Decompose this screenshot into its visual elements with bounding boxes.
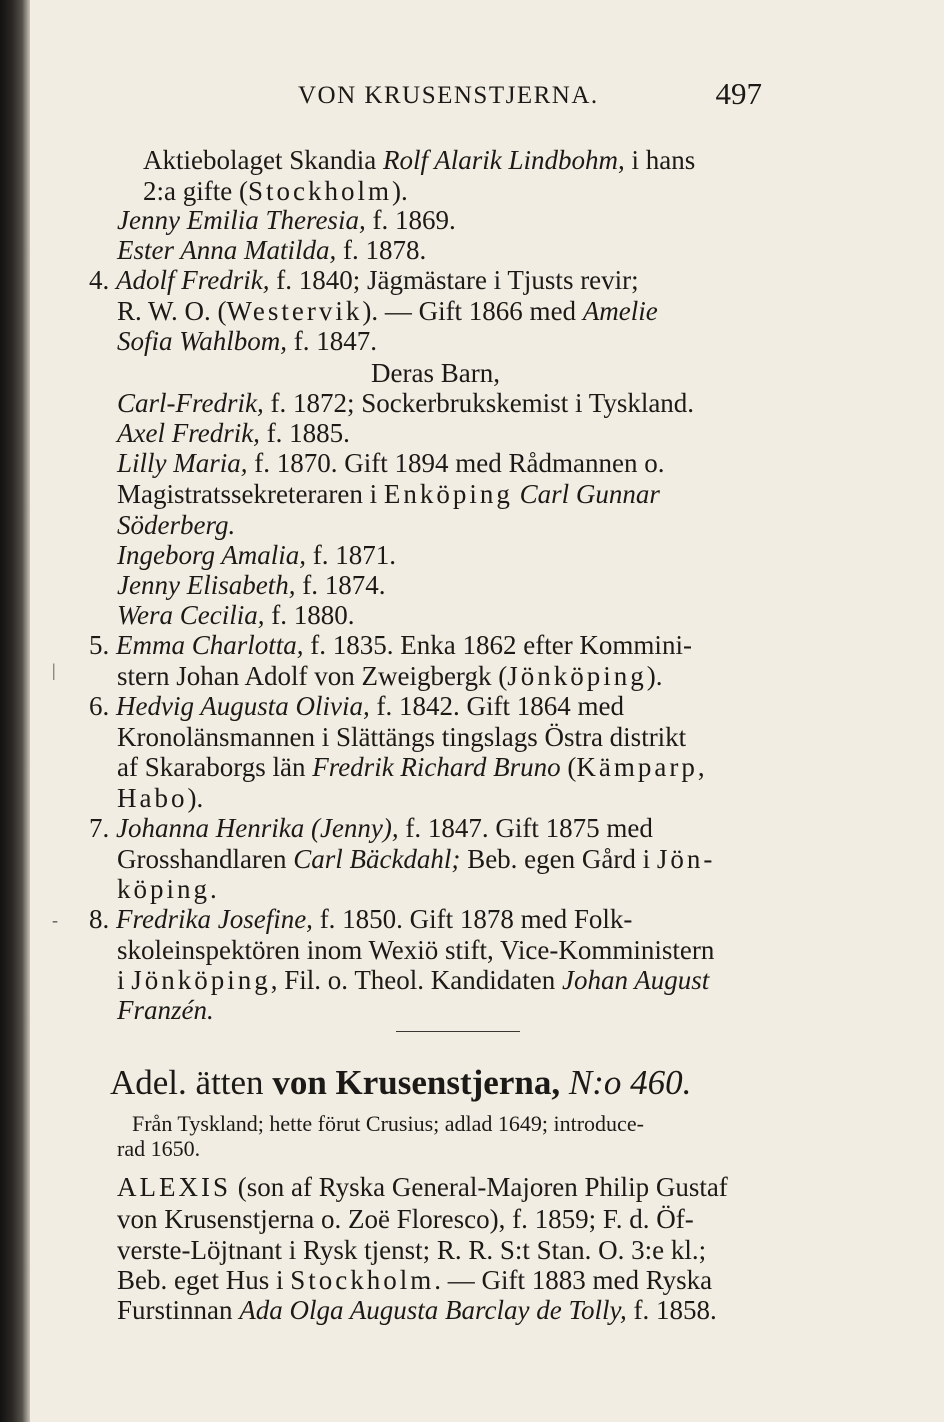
entry-line: 8. Fredrika Josefine, f. 1850. Gift 1878 med Folk- — [89, 904, 633, 934]
entry-line: von Krusenstjerna o. Zoë Floresco), f. 1859; F. d. Öf- — [117, 1204, 694, 1234]
section-intro: Från Tyskland; hette förut Crusius; adlad 1649; introduce- — [132, 1111, 644, 1136]
entry-line: Magistratssekreteraren i Enköping Carl Gunnar — [117, 479, 660, 509]
entry-line: Ester Anna Matilda, f. 1878. — [117, 235, 427, 265]
entry-line: Franzén. — [117, 995, 214, 1025]
entry-line: Lilly Maria, f. 1870. Gift 1894 med Rådmannen o. — [117, 448, 665, 478]
section-heading: Adel. ätten von Krusenstjerna, N:o 460. — [110, 1063, 692, 1102]
entry-line: Wera Cecilia, f. 1880. — [117, 600, 355, 630]
entry-line: Habo). — [117, 783, 204, 813]
section-divider — [396, 1031, 520, 1032]
entry-line: i Jönköping, Fil. o. Theol. Kandidaten Johan August — [117, 965, 710, 995]
entry-line: Kronolänsmannen i Slättängs tingslags Östra distrikt — [117, 722, 687, 752]
entry-line: Aktiebolaget Skandia Rolf Alarik Lindbohm, i hans — [143, 145, 696, 175]
section-intro: rad 1650. — [117, 1136, 201, 1161]
running-header: VON KRUSENSTJERNA. — [298, 82, 599, 109]
entry-line: Söderberg. — [117, 510, 236, 540]
entry-line: Grosshandlaren Carl Bäckdahl; Beb. egen Gård i Jön- — [117, 844, 716, 874]
entry-line: Sofia Wahlbom, f. 1847. — [117, 326, 378, 356]
entry-line: Jenny Elisabeth, f. 1874. — [117, 570, 386, 600]
entry-line: 7. Johanna Henrika (Jenny), f. 1847. Gift 1875 med — [89, 813, 653, 843]
entry-line: Ingeborg Amalia, f. 1871. — [117, 540, 396, 570]
entry-line: skoleinspektören inom Wexiö stift, Vice-Komministern — [117, 935, 715, 965]
entry-line: R. W. O. (Westervik). — Gift 1866 med Amelie — [117, 296, 658, 326]
entry-line: 2:a gifte (Stockholm). — [143, 176, 408, 206]
entry-line: Furstinnan Ada Olga Augusta Barclay de Tolly, f. 1858. — [117, 1295, 717, 1325]
entry-line: stern Johan Adolf von Zweigbergk (Jönköping). — [117, 661, 663, 691]
entry-line: Carl-Fredrik, f. 1872; Sockerbrukskemist i Tyskland. — [117, 388, 695, 418]
entry-line: 4. Adolf Fredrik, f. 1840; Jägmästare i Tjusts revir; — [89, 265, 639, 295]
entry-line: 6. Hedvig Augusta Olivia, f. 1842. Gift 1864 med — [89, 691, 624, 721]
entry-line: af Skaraborgs län Fredrik Richard Bruno (Kämparp, — [117, 752, 708, 782]
entry-line: Jenny Emilia Theresia, f. 1869. — [117, 205, 456, 235]
margin-mark: - — [52, 910, 58, 930]
entry-line: köping. — [117, 874, 217, 904]
entry-line: Axel Fredrik, f. 1885. — [117, 418, 350, 448]
entry-line: ALEXIS (son af Ryska General-Majoren Philip Gustaf — [117, 1172, 728, 1202]
entry-line: 5. Emma Charlotta, f. 1835. Enka 1862 efter Kommini- — [89, 630, 692, 660]
subheading-deras-barn: Deras Barn, — [371, 358, 500, 388]
margin-mark: | — [52, 660, 56, 680]
page-number: 497 — [715, 76, 762, 111]
entry-line: verste-Löjtnant i Rysk tjenst; R. R. S:t Stan. O. 3:e kl.; — [117, 1235, 707, 1265]
entry-line: Beb. eget Hus i Stockholm. — Gift 1883 med Ryska — [117, 1265, 713, 1295]
